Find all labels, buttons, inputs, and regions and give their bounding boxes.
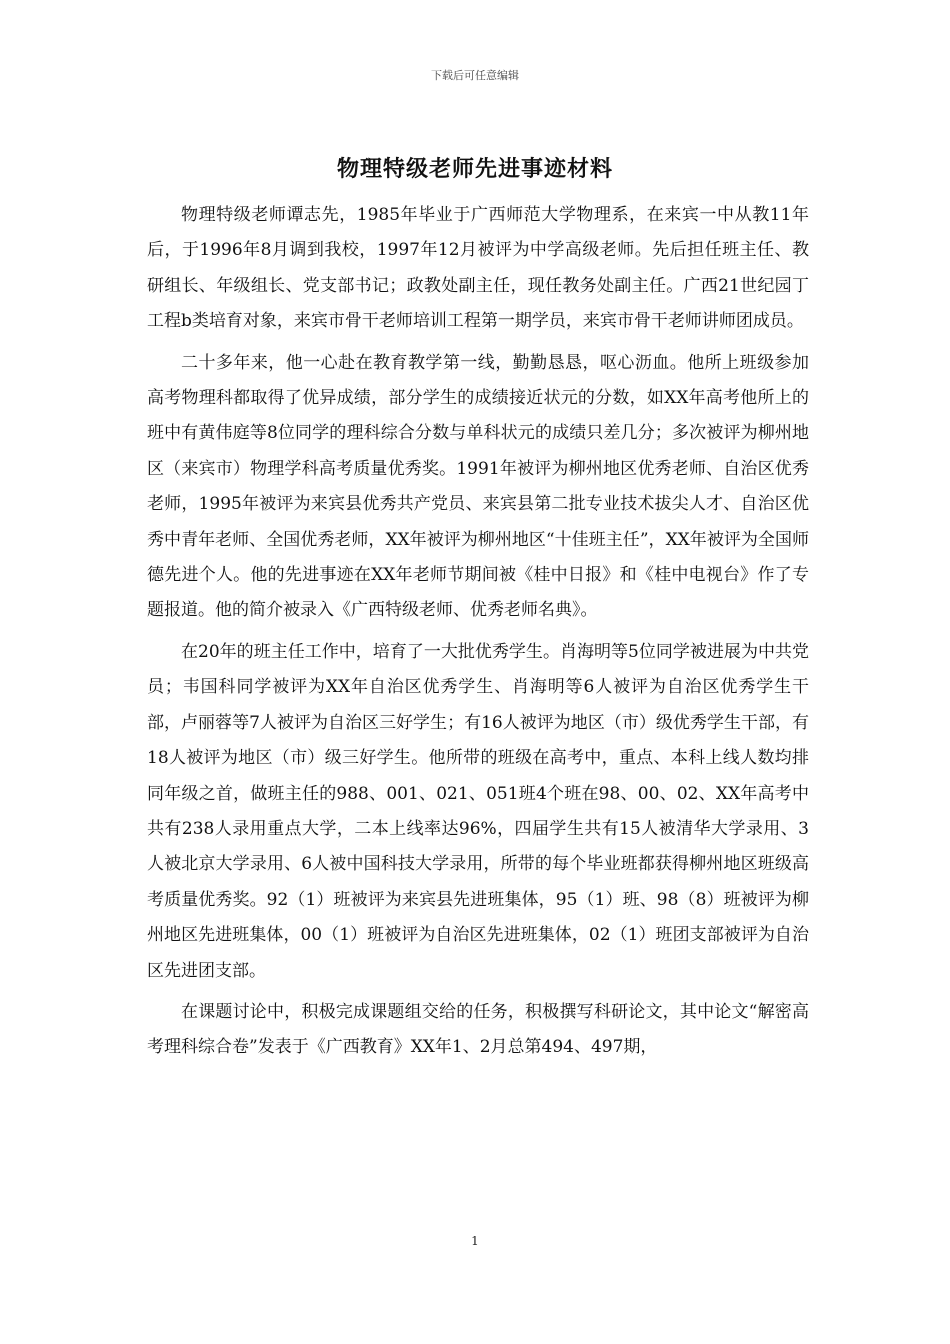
paragraph-1: 物理特级老师谭志先，1985年毕业于广西师范大学物理系，在来宾一中从教11年后，于1996年8月调到我校，1997年12月被评为中学高级老师。先后担任班主任、教研组长、年级组长、党支部书记；政教处副主任，现任教务处副主任。广西21世纪园丁工程b类培育对象，来宾市骨干老师培训工程第一期学员，来宾市骨干老师讲师团成员。 xyxy=(147,205,809,332)
document-title: 物理特级老师先进事迹材料 xyxy=(336,156,613,182)
paragraph-4: 在课题讨论中，积极完成课题组交给的任务，积极撰写科研论文，其中论文“解密高考理科综合卷”发表于《广西教育》XX年1、2月总第494、497期， xyxy=(147,1001,809,1058)
paragraph-3: 在20年的班主任工作中，培育了一大批优秀学生。肖海明等5位同学被进展为中共党员；韦国科同学被评为XX年自治区优秀学生、肖海明等6人被评为自治区优秀学生干部，卢丽蓉等7人被评为自治区三好学生；有16人被评为地区（市）级优秀学生干部，有18人被评为地区（市）级三好学生。他所带的班级在高考中，重点、本科上线人数均排同年级之首，做班主任的988、001、021、051班4个班在98、00、02、XX年高考中共有238人录用重点大学，二本上线率达96%，四届学生共有15人被清华大学录用、3人被北京大学录用、6人被中国科技大学录用，所带的每个毕业班都获得柳州地区班级高考质量优秀奖。92（1）班被评为来宾县先进班集体，95（1）班、98（8）班被评为柳州地区先进班集体，00（1）班被评为自治区先进班集体，02（1）班团支部被评为自治区先进团支部。 xyxy=(147,641,809,981)
header-note: 下载后可任意编辑 xyxy=(431,69,519,82)
paragraph-2: 二十多年来，他一心赴在教育教学第一线，勤勤恳恳，呕心沥血。他所上班级参加高考物理科都取得了优异成绩，部分学生的成绩接近状元的分数，如XX年高考他所上的班中有黄伟庭等8位同学的理科综合分数与单科状元的成绩只差几分；多次被评为柳州地区（来宾市）物理学科高考质量优秀奖。1991年被评为柳州地区优秀老师、自治区优秀老师，1995年被评为来宾县优秀共产党员、来宾县第二批专业技术拔尖人才、自治区优秀中青年老师、全国优秀老师，XX年被评为柳州地区“十佳班主任”，XX年被评为全国师德先进个人。他的先进事迹在XX年老师节期间被《桂中日报》和《桂中电视台》作了专题报道。他的简介被录入《广西特级老师、优秀老师名典》。 xyxy=(147,352,809,621)
page-number: 1 xyxy=(471,1234,479,1248)
document-body xyxy=(147,198,809,1072)
